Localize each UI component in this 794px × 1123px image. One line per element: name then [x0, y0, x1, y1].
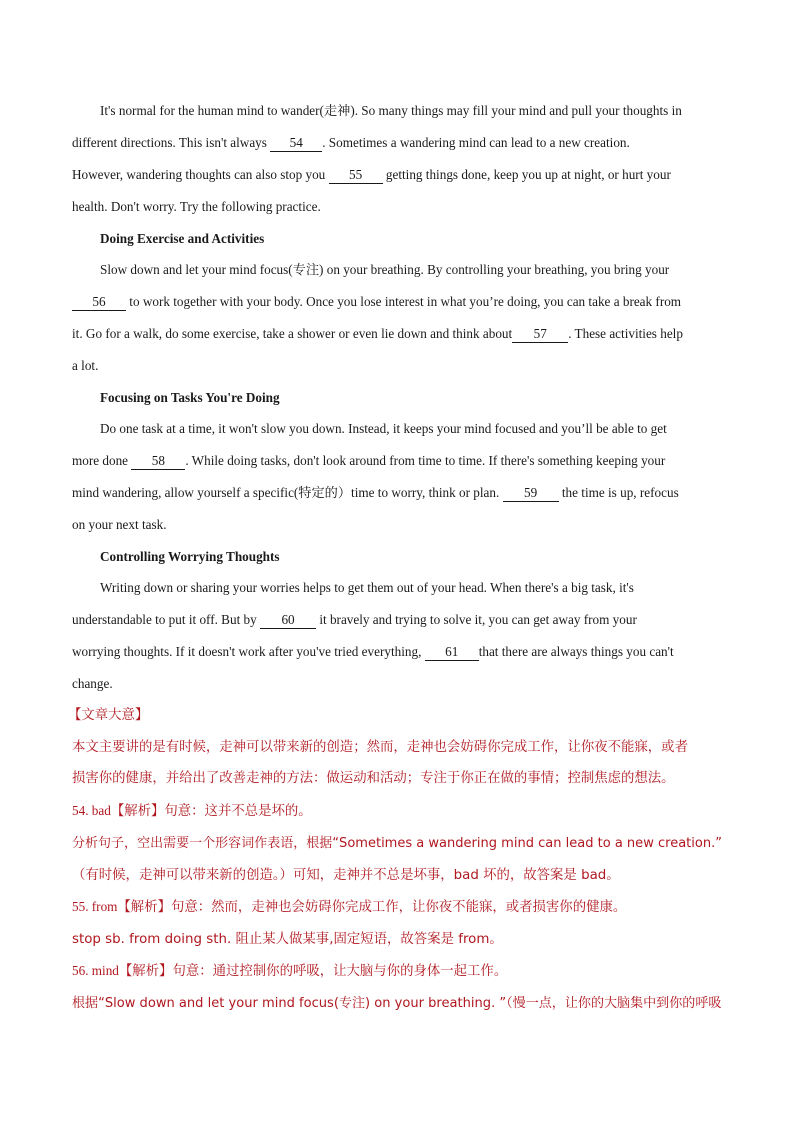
blank-54[interactable]: 54 [270, 135, 322, 152]
passage-p4-line4: change. [72, 676, 113, 691]
passage-p4-line1: Writing down or sharing your worries helps to get them out of your head. When there's a big task, it's [100, 580, 634, 595]
analysis-summary-line2: 损害你的健康，并给出了改善走神的方法：做运动和活动；专注于你正在做的事情；控制焦虑的想法。 [72, 771, 675, 786]
passage-p1-line1: It's normal for the human mind to wander(走神). So many things may fill your mind and pull your thoughts in [100, 103, 682, 118]
analysis-title: 【文章大意】 [68, 708, 149, 723]
blank-59[interactable]: 59 [503, 485, 559, 502]
blank-61[interactable]: 61 [425, 644, 479, 661]
passage-p2-line4: a lot. [72, 358, 99, 373]
passage-p3-line3: mind wandering, allow yourself a specific(特定的）time to worry, think or plan. 59 the time is up, refocus [72, 485, 679, 500]
section-heading-exercise: Doing Exercise and Activities [100, 231, 265, 246]
section-heading-focusing: Focusing on Tasks You're Doing [100, 390, 280, 405]
passage-p2-line3: it. Go for a walk, do some exercise, take a shower or even lie down and think about 57 . These activities help [72, 326, 683, 341]
analysis-tag: 【解析】 [117, 900, 171, 915]
blank-56[interactable]: 56 [72, 294, 126, 311]
passage-p1-line4: health. Don't worry. Try the following practice. [72, 199, 321, 214]
answer-55: 55. from【解析】句意：然而，走神也会妨碍你完成工作，让你夜不能寐，或者损害你的健康。 [72, 899, 627, 915]
answer-55-explanation-line1: stop sb. from doing sth. 阻止某人做某事,固定短语，故答案是 from。 [72, 932, 503, 947]
passage-p4-line2: understandable to put it off. But by 60 it bravely and trying to solve it, you can get away from your [72, 612, 637, 627]
answer-56-explanation-line1: 根据“Slow down and let your mind focus(专注) on your breathing. ”（慢一点，让你的大脑集中到你的呼吸 [72, 996, 722, 1011]
answer-56: 56. mind【解析】句意：通过控制你的呼吸，让大脑与你的身体一起工作。 [72, 963, 508, 979]
passage-p4-line3: worrying thoughts. If it doesn't work after you've tried everything, 61 that there are always things you can't [72, 644, 674, 659]
passage-p2-line2: 56 to work together with your body. Once you lose interest in what you’re doing, you can take a break from [72, 292, 681, 312]
analysis-tag: 【解析】 [118, 964, 173, 979]
passage-p3-line1: Do one task at a time, it won't slow you down. Instead, it keeps your mind focused and you’ll be able to get [100, 421, 667, 436]
passage-p3-line2: more done 58 . While doing tasks, don't look around from time to time. If there's something keeping your [72, 453, 666, 468]
blank-60[interactable]: 60 [260, 612, 316, 629]
analysis-summary-line1: 本文主要讲的是有时候，走神可以带来新的创造；然而，走神也会妨碍你完成工作，让你夜不能寐，或者 [72, 740, 688, 755]
analysis-tag: 【解析】 [110, 804, 165, 819]
answer-54-explanation-line1: 分析句子，空出需要一个形容词作表语，根据“Sometimes a wandering mind can lead to a new creation.” [72, 836, 722, 851]
blank-58[interactable]: 58 [131, 453, 185, 470]
passage-p1-line2: different directions. This isn't always 54 . Sometimes a wandering mind can lead to a new creation. [72, 135, 630, 150]
answer-54: 54. bad【解析】句意：这并不总是坏的。 [72, 803, 312, 819]
blank-55[interactable]: 55 [329, 167, 383, 184]
passage-p2-line1: Slow down and let your mind focus(专注) on your breathing. By controlling your breathing, you bring your [100, 262, 670, 277]
passage-p1-line3: However, wandering thoughts can also stop you 55 getting things done, keep you up at night, or hurt your [72, 167, 671, 182]
section-heading-controlling: Controlling Worrying Thoughts [100, 549, 280, 564]
passage-p3-line4: on your next task. [72, 517, 167, 532]
blank-57[interactable]: 57 [512, 326, 568, 343]
answer-54-explanation-line2: （有时候，走神可以带来新的创造。）可知，走神并不总是坏事，bad 坏的，故答案是 bad。 [72, 868, 620, 883]
